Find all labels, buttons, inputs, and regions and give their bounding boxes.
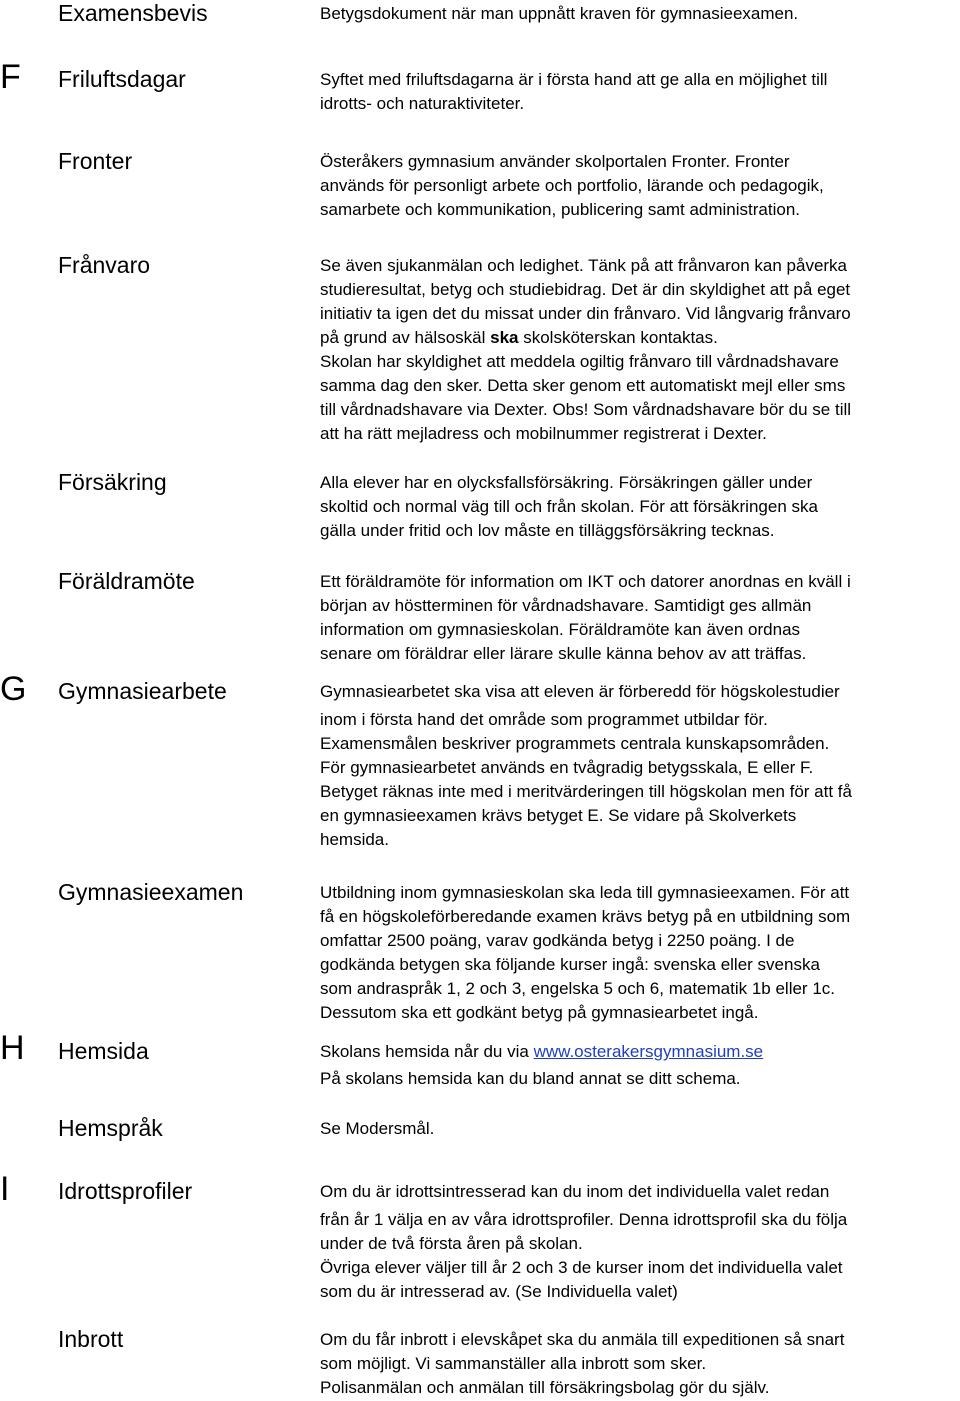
glossary-term: Fronter — [58, 148, 133, 174]
glossary-term: Inbrott — [58, 1326, 124, 1352]
description-line — [320, 1280, 678, 1304]
text-segment: inom i första hand det område som programmet utbildar för. — [320, 710, 768, 729]
description-line — [320, 1117, 434, 1141]
text-segment: Dessutom ska ett godkänt betyg på gymnasiearbetet ingå. — [320, 1003, 759, 1022]
text-segment: till vårdnadshavare via Dexter. Obs! Som vårdnadshavare bör du se till — [320, 400, 852, 419]
text-segment: Skolans hemsida når du via — [320, 1042, 534, 1061]
text-segment: få en högskoleförberedande examen krävs betyg på en utbildning som — [320, 907, 851, 926]
description-line — [320, 828, 389, 852]
description-line — [320, 1352, 706, 1376]
description-line — [320, 1180, 829, 1204]
description-line — [320, 977, 835, 1001]
text-segment: Gymnasiearbetet ska visa att eleven är förberedd för högskolestudier — [320, 682, 840, 701]
text-segment: Betygsdokument när man uppnått kraven för gymnasieexamen. — [320, 4, 799, 23]
text-segment: gälla under fritid och lov måste en tilläggsförsäkring tecknas. — [320, 521, 775, 540]
text-segment: På skolans hemsida kan du bland annat se ditt schema. — [320, 1069, 741, 1088]
description-line — [320, 780, 852, 804]
text-segment: under de två första åren på skolan. — [320, 1234, 583, 1253]
description-line — [320, 254, 847, 278]
text-segment: senare om föräldrar eller lärare skulle känna behov av att träffas. — [320, 644, 807, 663]
glossary-term: Gymnasiearbete — [58, 678, 227, 704]
text-segment: början av höstterminen för vårdnadshavare. Samtidigt ges allmän — [320, 596, 812, 615]
description-line — [320, 1256, 843, 1280]
text-segment: Syftet med friluftsdagarna är i första hand att ge alla en möjlighet till — [320, 70, 828, 89]
text-segment: Betyget räknas inte med i meritvärderingen till högskolan men för att få — [320, 782, 852, 801]
text-segment: Examensmålen beskriver programmets centrala kunskapsområden. — [320, 734, 830, 753]
text-segment: används för personligt arbete och portfolio, lärande och pedagogik, — [320, 176, 824, 195]
text-segment: omfattar 2500 poäng, varav godkända betyg i 2250 poäng. I de — [320, 931, 795, 950]
description-line — [320, 1328, 844, 1352]
description-line — [320, 278, 850, 302]
description-line — [320, 732, 829, 756]
glossary-term: Hemsida — [58, 1038, 149, 1064]
website-link[interactable]: www.osterakersgymnasium.se — [533, 1042, 764, 1061]
section-letter: G — [0, 670, 27, 708]
description-line — [320, 326, 718, 350]
text-segment: att ha rätt mejladress och mobilnummer registrerat i Dexter. — [320, 424, 767, 443]
text-segment: Se även sjukanmälan och ledighet. Tänk på att frånvaron kan påverka — [320, 256, 848, 275]
description-line — [320, 594, 811, 618]
text-segment: som möjligt. Vi sammanställer alla inbrott som sker. — [320, 1354, 707, 1373]
description-line — [320, 618, 800, 642]
description-line — [320, 198, 800, 222]
text-segment: Se Modersmål. — [320, 1119, 435, 1138]
text-segment: som du är intresserad av. (Se Individuella valet) — [320, 1282, 678, 1301]
text-segment: skolsköterskan kontaktas. — [518, 328, 718, 347]
glossary-term: Frånvaro — [58, 252, 151, 278]
description-line — [320, 302, 851, 326]
text-segment: samma dag den sker. Detta sker genom ett automatiskt mejl eller sms — [320, 376, 846, 395]
description-line — [320, 374, 845, 398]
description-line — [320, 92, 524, 116]
text-segment: samarbete och kommunikation, publicering samt administration. — [320, 200, 801, 219]
glossary-term: Gymnasieexamen — [58, 879, 244, 905]
description-line — [320, 398, 851, 422]
text-segment: Om du får inbrott i elevskåpet ska du anmäla till expeditionen så snart — [320, 1330, 845, 1349]
glossary-term: Examensbevis — [58, 0, 208, 26]
section-letter: F — [0, 58, 21, 96]
text-segment: Ett föräldramöte för information om IKT och datorer anordnas en kväll i — [320, 572, 851, 591]
text-segment: Polisanmälan och anmälan till försäkringsbolag gör du själv. — [320, 1378, 770, 1397]
text-segment: på grund av hälsoskäl — [320, 328, 491, 347]
text-segment: studieresultat, betyg och studiebidrag. Det är din skyldighet att på eget — [320, 280, 851, 299]
description-line — [320, 471, 812, 495]
text-segment: som andraspråk 1, 2 och 3, engelska 5 och 6, matematik 1b eller 1c. — [320, 979, 835, 998]
description-line — [320, 570, 851, 594]
description-line — [320, 1208, 847, 1232]
text-segment: hemsida. — [320, 830, 389, 849]
text-segment: initiativ ta igen det du missat under din frånvaro. Vid långvarig frånvaro — [320, 304, 851, 323]
description-line — [320, 422, 767, 446]
glossary-term: Idrottsprofiler — [58, 1178, 193, 1204]
description-line — [320, 756, 813, 780]
text-segment: en gymnasieexamen krävs betyget E. Se vidare på Skolverkets — [320, 806, 797, 825]
description-line — [320, 680, 840, 704]
description-line — [320, 150, 790, 174]
description-line — [320, 708, 768, 732]
text-segment: godkända betygen ska följande kurser ingå: svenska eller svenska — [320, 955, 820, 974]
text-segment: Utbildning inom gymnasieskolan ska leda till gymnasieexamen. För att — [320, 883, 850, 902]
text-segment: Om du är idrottsintresserad kan du inom det individuella valet redan — [320, 1182, 830, 1201]
description-line — [320, 1376, 769, 1400]
description-line — [320, 495, 818, 519]
text-segment: Övriga elever väljer till år 2 och 3 de kurser inom det individuella valet — [320, 1258, 843, 1277]
description-line — [320, 804, 796, 828]
glossary-term: Friluftsdagar — [58, 66, 186, 92]
glossary-term: Försäkring — [58, 469, 167, 495]
description-line — [320, 68, 827, 92]
text-segment: från år 1 välja en av våra idrottsprofiler. Denna idrottsprofil ska du följa — [320, 1210, 848, 1229]
description-line — [320, 881, 849, 905]
text-segment: skoltid och normal väg till och från skolan. För att försäkringen ska — [320, 497, 818, 516]
section-letter: I — [0, 1170, 10, 1208]
text-segment: Alla elever har en olycksfallsförsäkring. Försäkringen gäller under — [320, 473, 813, 492]
glossary-term: Hemspråk — [58, 1115, 163, 1141]
text-segment: Österåkers gymnasium använder skolportalen Fronter. Fronter — [320, 152, 790, 171]
description-line — [320, 174, 824, 198]
text-segment: information om gymnasieskolan. Föräldramöte kan även ordnas — [320, 620, 801, 639]
description-line — [320, 1001, 758, 1025]
description-line — [320, 905, 850, 929]
description-line — [320, 1067, 741, 1091]
description-line — [320, 1232, 583, 1256]
description-line — [320, 2, 798, 26]
description-line — [320, 642, 806, 666]
section-letter: H — [0, 1029, 25, 1067]
description-line — [320, 350, 839, 374]
emphasis-text: ska — [490, 328, 519, 347]
description-line — [320, 929, 794, 953]
glossary-term: Föräldramöte — [58, 568, 195, 594]
description-line — [320, 953, 820, 977]
description-line — [320, 519, 775, 543]
description-line — [320, 1040, 763, 1064]
text-segment: Skolan har skyldighet att meddela ogiltig frånvaro till vårdnadshavare — [320, 352, 839, 371]
text-segment: För gymnasiearbetet används en tvågradig betygsskala, E eller F. — [320, 758, 814, 777]
text-segment: idrotts- och naturaktiviteter. — [320, 94, 525, 113]
